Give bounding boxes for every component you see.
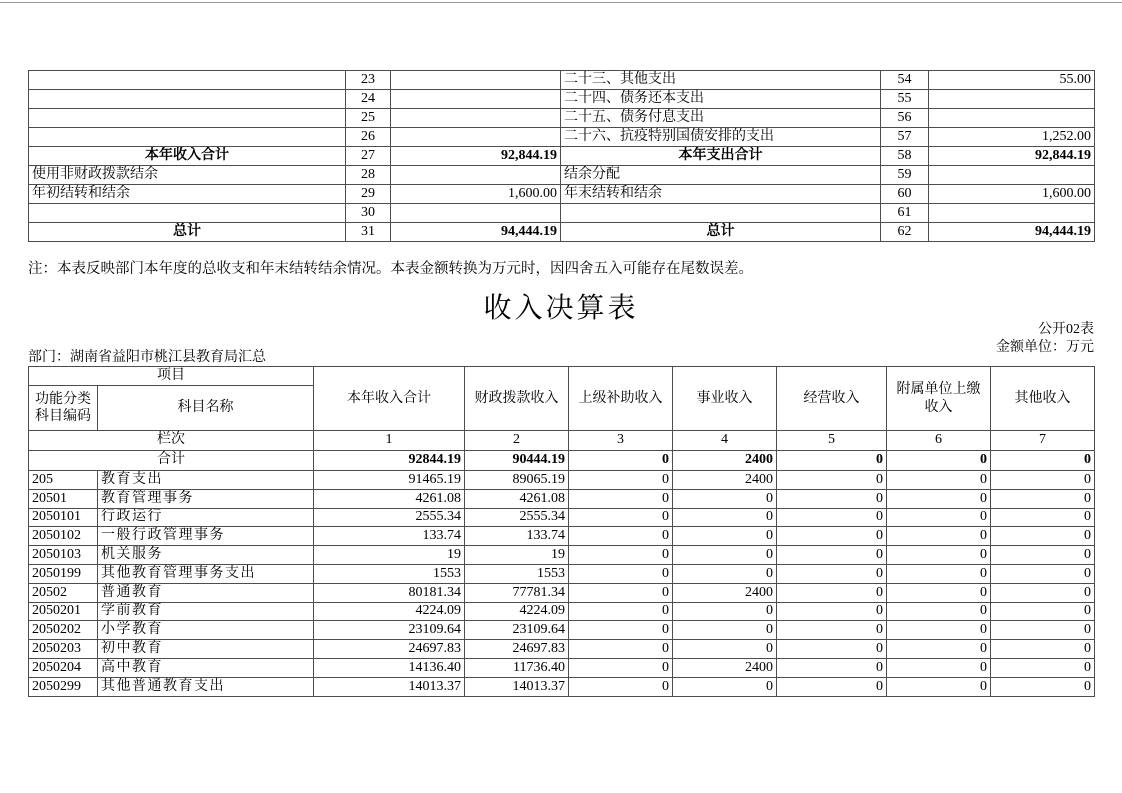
- expense-amount: [929, 204, 1095, 223]
- cell-value: 0: [887, 677, 991, 696]
- row-number: 60: [881, 185, 929, 204]
- cell-value: 0: [777, 602, 887, 621]
- cell-value: 0: [991, 621, 1095, 640]
- income-amount: [391, 166, 561, 185]
- cell-value: 24697.83: [314, 640, 465, 659]
- cell-value: 0: [777, 640, 887, 659]
- cell-value: 91465.19: [314, 471, 465, 490]
- cell-value: 2400: [673, 471, 777, 490]
- table-row: [29, 658, 1095, 677]
- expense-grand-total-amount: 94,444.19: [929, 223, 1095, 242]
- cell-value: 0: [777, 658, 887, 677]
- subject-name: 高中教育: [98, 658, 314, 677]
- function-code: 2050199: [29, 564, 98, 583]
- cell-value: 0: [777, 564, 887, 583]
- table-row: [29, 640, 1095, 659]
- function-code: 2050101: [29, 508, 98, 527]
- row-number: 55: [881, 90, 929, 109]
- cell-value: 0: [569, 602, 673, 621]
- column-index: 4: [673, 431, 777, 451]
- cell-value: 19: [314, 546, 465, 565]
- cell-value: 0: [673, 508, 777, 527]
- row-number: 28: [346, 166, 391, 185]
- column-index-row: [29, 431, 1095, 451]
- cell-value: 80181.34: [314, 583, 465, 602]
- income-amount: [391, 71, 561, 90]
- row-number: 57: [881, 128, 929, 147]
- cell-value: 0: [887, 640, 991, 659]
- function-code: 2050203: [29, 640, 98, 659]
- income-amount: [391, 204, 561, 223]
- cell-value: 0: [673, 640, 777, 659]
- income-amount: [391, 109, 561, 128]
- column-header-operational-income: 事业收入: [673, 367, 777, 431]
- cell-value: 0: [991, 583, 1095, 602]
- column-header-fiscal-appropriation: 财政拨款收入: [465, 367, 569, 431]
- cell-value: 133.74: [465, 527, 569, 546]
- function-code: 2050102: [29, 527, 98, 546]
- income-item-label: [29, 109, 346, 128]
- cell-value: 0: [777, 546, 887, 565]
- cell-value: 0: [569, 546, 673, 565]
- header-row-item-group: [29, 367, 1095, 386]
- column-index: 5: [777, 431, 887, 451]
- cell-value: 0: [887, 546, 991, 565]
- subject-name: 行政运行: [98, 508, 314, 527]
- income-grand-total-label: 总计: [29, 223, 346, 242]
- table-row: [29, 166, 1095, 185]
- cell-value: 0: [673, 489, 777, 508]
- total-value: 0: [887, 451, 991, 471]
- income-item-label: 年初结转和结余: [29, 185, 346, 204]
- row-number: 62: [881, 223, 929, 242]
- row-number: 30: [346, 204, 391, 223]
- row-number: 23: [346, 71, 391, 90]
- table-row: [29, 185, 1095, 204]
- cell-value: 77781.34: [465, 583, 569, 602]
- function-code: 205: [29, 471, 98, 490]
- function-code: 2050202: [29, 621, 98, 640]
- cell-value: 2400: [673, 583, 777, 602]
- subject-name: 初中教育: [98, 640, 314, 659]
- table-row: [29, 527, 1095, 546]
- cell-value: 23109.64: [465, 621, 569, 640]
- cell-value: 133.74: [314, 527, 465, 546]
- income-item-label: [29, 71, 346, 90]
- expense-amount: 1,252.00: [929, 128, 1095, 147]
- cell-value: 0: [887, 658, 991, 677]
- cell-value: 0: [569, 471, 673, 490]
- grand-total-row: [29, 451, 1095, 471]
- expense-amount: [929, 166, 1095, 185]
- subject-name: 机关服务: [98, 546, 314, 565]
- table-row: [29, 71, 1095, 90]
- cell-value: 0: [569, 658, 673, 677]
- total-value: 92844.19: [314, 451, 465, 471]
- function-code: 20502: [29, 583, 98, 602]
- expense-item-label: 结余分配: [561, 166, 881, 185]
- income-total-amount: 92,844.19: [391, 147, 561, 166]
- table-row-grand-total: [29, 223, 1095, 242]
- income-total-label: 本年收入合计: [29, 147, 346, 166]
- cell-value: 0: [777, 527, 887, 546]
- cell-value: 0: [991, 489, 1095, 508]
- row-number: 61: [881, 204, 929, 223]
- column-index: 6: [887, 431, 991, 451]
- cell-value: 4224.09: [314, 602, 465, 621]
- cell-value: 24697.83: [465, 640, 569, 659]
- cell-value: 1553: [465, 564, 569, 583]
- cell-value: 14136.40: [314, 658, 465, 677]
- column-header-superior-subsidy: 上级补助收入: [569, 367, 673, 431]
- column-index-label: 栏次: [29, 431, 314, 451]
- cell-value: 0: [569, 508, 673, 527]
- cell-value: 2555.34: [314, 508, 465, 527]
- cell-value: 0: [569, 527, 673, 546]
- table-row: [29, 564, 1095, 583]
- item-group-header: 项目: [29, 367, 314, 386]
- expense-grand-total-label: 总计: [561, 223, 881, 242]
- cell-value: 0: [887, 508, 991, 527]
- cell-value: 23109.64: [314, 621, 465, 640]
- expense-item-label: 二十四、债务还本支出: [561, 90, 881, 109]
- total-value: 0: [991, 451, 1095, 471]
- cell-value: 4261.08: [465, 489, 569, 508]
- cell-value: 0: [777, 489, 887, 508]
- cell-value: 0: [991, 640, 1095, 659]
- column-index: 2: [465, 431, 569, 451]
- cell-value: 2555.34: [465, 508, 569, 527]
- cell-value: 0: [777, 508, 887, 527]
- cell-value: 0: [569, 564, 673, 583]
- total-value: 0: [569, 451, 673, 471]
- table-row: [29, 677, 1095, 696]
- column-header-other-income: 其他收入: [991, 367, 1095, 431]
- function-code: 20501: [29, 489, 98, 508]
- table-row: [29, 546, 1095, 565]
- table-footnote: 注：本表反映部门本年度的总收支和年末结转结余情况。本表金额转换为万元时，因四舍五入可能存在尾数误差。: [28, 261, 753, 277]
- table-row: [29, 109, 1095, 128]
- table-row: [29, 90, 1095, 109]
- cell-value: 0: [991, 602, 1095, 621]
- column-header-business-income: 经营收入: [777, 367, 887, 431]
- cell-value: 2400: [673, 658, 777, 677]
- income-grand-total-amount: 94,444.19: [391, 223, 561, 242]
- row-number: 59: [881, 166, 929, 185]
- total-value: 2400: [673, 451, 777, 471]
- row-number: 56: [881, 109, 929, 128]
- cell-value: 4224.09: [465, 602, 569, 621]
- department-label: 部门：湖南省益阳市桃江县教育局汇总: [28, 350, 266, 365]
- cell-value: 0: [673, 621, 777, 640]
- cell-value: 0: [887, 527, 991, 546]
- cell-value: 11736.40: [465, 658, 569, 677]
- income-item-label: 使用非财政拨款结余: [29, 166, 346, 185]
- cell-value: 0: [569, 677, 673, 696]
- expense-item-label: 二十三、其他支出: [561, 71, 881, 90]
- table-code-label: 公开02表: [1038, 322, 1094, 337]
- column-header-subject-name: 科目名称: [98, 386, 314, 431]
- expense-item-label: 年末结转和结余: [561, 185, 881, 204]
- table-row: [29, 621, 1095, 640]
- cell-value: 0: [887, 602, 991, 621]
- expense-amount: [929, 90, 1095, 109]
- income-item-label: [29, 90, 346, 109]
- column-header-function-code: 功能分类科目编码: [29, 386, 98, 431]
- total-value: 90444.19: [465, 451, 569, 471]
- cell-value: 0: [673, 602, 777, 621]
- table-row-annual-total: [29, 147, 1095, 166]
- column-index: 7: [991, 431, 1095, 451]
- expense-amount: 1,600.00: [929, 185, 1095, 204]
- income-item-label: [29, 204, 346, 223]
- expense-total-label: 本年支出合计: [561, 147, 881, 166]
- expense-item-label: [561, 204, 881, 223]
- subject-name: 小学教育: [98, 621, 314, 640]
- table-row: [29, 583, 1095, 602]
- cell-value: 0: [569, 621, 673, 640]
- cell-value: 0: [673, 677, 777, 696]
- income-amount: [391, 128, 561, 147]
- cell-value: 4261.08: [314, 489, 465, 508]
- table-row: [29, 471, 1095, 490]
- cell-value: 0: [569, 583, 673, 602]
- column-index: 3: [569, 431, 673, 451]
- summary-table: [28, 70, 1095, 242]
- row-number: 24: [346, 90, 391, 109]
- row-number: 54: [881, 71, 929, 90]
- cell-value: 0: [777, 471, 887, 490]
- function-code: 2050103: [29, 546, 98, 565]
- cell-value: 14013.37: [465, 677, 569, 696]
- cell-value: 0: [777, 583, 887, 602]
- cell-value: 0: [991, 546, 1095, 565]
- row-number: 26: [346, 128, 391, 147]
- amount-unit-label: 金额单位：万元: [996, 340, 1094, 355]
- row-number: 29: [346, 185, 391, 204]
- cell-value: 0: [991, 527, 1095, 546]
- row-number: 25: [346, 109, 391, 128]
- cell-value: 0: [673, 527, 777, 546]
- cell-value: 89065.19: [465, 471, 569, 490]
- subject-name: 学前教育: [98, 602, 314, 621]
- cell-value: 0: [991, 508, 1095, 527]
- cell-value: 0: [569, 489, 673, 508]
- subject-name: 其他教育管理事务支出: [98, 564, 314, 583]
- cell-value: 0: [887, 621, 991, 640]
- expense-item-label: 二十六、抗疫特别国债安排的支出: [561, 128, 881, 147]
- cell-value: 19: [465, 546, 569, 565]
- row-number: 58: [881, 147, 929, 166]
- function-code: 2050201: [29, 602, 98, 621]
- table-row: [29, 602, 1095, 621]
- cell-value: 1553: [314, 564, 465, 583]
- subject-name: 其他普通教育支出: [98, 677, 314, 696]
- cell-value: 0: [887, 471, 991, 490]
- table-row: [29, 128, 1095, 147]
- function-code: 2050204: [29, 658, 98, 677]
- expense-amount: 55.00: [929, 71, 1095, 90]
- cell-value: 0: [887, 583, 991, 602]
- subject-name: 普通教育: [98, 583, 314, 602]
- cell-value: 0: [991, 677, 1095, 696]
- table-row: [29, 489, 1095, 508]
- cell-value: 0: [673, 546, 777, 565]
- income-item-label: [29, 128, 346, 147]
- cell-value: 14013.37: [314, 677, 465, 696]
- expense-amount: [929, 109, 1095, 128]
- table-row: [29, 204, 1095, 223]
- total-value: 0: [777, 451, 887, 471]
- page-title: 收入决算表: [483, 293, 639, 324]
- cell-value: 0: [991, 564, 1095, 583]
- expense-item-label: 二十五、债务付息支出: [561, 109, 881, 128]
- cell-value: 0: [887, 564, 991, 583]
- page-top-rule: [0, 2, 1122, 3]
- grand-total-label: 合计: [29, 451, 314, 471]
- table-row: [29, 508, 1095, 527]
- expense-total-amount: 92,844.19: [929, 147, 1095, 166]
- subject-name: 一般行政管理事务: [98, 527, 314, 546]
- income-amount: [391, 90, 561, 109]
- cell-value: 0: [777, 677, 887, 696]
- subject-name: 教育管理事务: [98, 489, 314, 508]
- cell-value: 0: [887, 489, 991, 508]
- income-amount: 1,600.00: [391, 185, 561, 204]
- function-code: 2050299: [29, 677, 98, 696]
- income-table: [28, 366, 1095, 697]
- column-header-total-income: 本年收入合计: [314, 367, 465, 431]
- cell-value: 0: [569, 640, 673, 659]
- row-number: 27: [346, 147, 391, 166]
- subject-name: 教育支出: [98, 471, 314, 490]
- cell-value: 0: [991, 471, 1095, 490]
- cell-value: 0: [991, 658, 1095, 677]
- column-index: 1: [314, 431, 465, 451]
- column-header-affiliate-remittance: 附属单位上缴收入: [887, 367, 991, 431]
- row-number: 31: [346, 223, 391, 242]
- cell-value: 0: [777, 621, 887, 640]
- cell-value: 0: [673, 564, 777, 583]
